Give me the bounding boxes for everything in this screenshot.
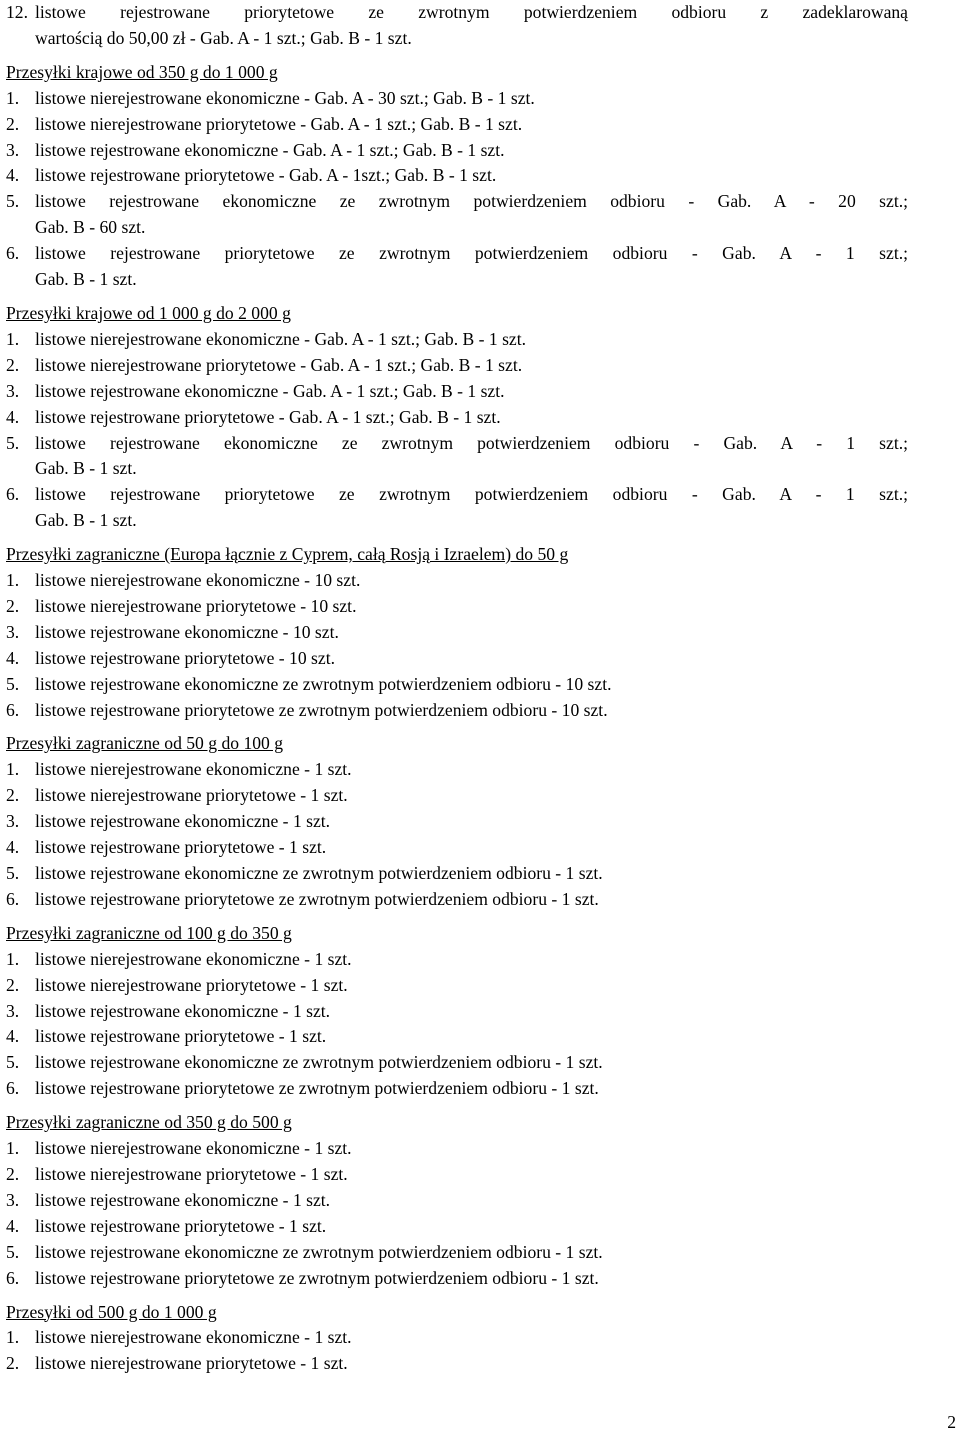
item-text-continuation: Gab. B - 60 szt. [35,217,146,238]
item-number: 5. [6,191,20,212]
item-number: 3. [6,811,20,832]
item-number: 2. [6,1163,20,1184]
list-item [6,783,908,809]
item-number: 1. [6,1327,20,1348]
item-number: 3. [6,139,20,160]
item-text: listowe nierejestrowane ekonomiczne - 1 szt. [35,948,352,969]
list-item [6,1076,908,1102]
item-text: listowe nierejestrowane ekonomiczne - Gab. A - 30 szt.; Gab. B - 1 szt. [35,87,535,108]
list-item [6,698,908,724]
list-item [6,757,908,783]
item-text: listowe rejestrowane ekonomiczne - 1 szt. [35,1189,331,1210]
list-item [6,1214,908,1240]
section [6,60,908,293]
sections-container [6,60,908,1377]
item-number: 3. [6,1189,20,1210]
list-item [6,809,908,835]
item-number: 4. [6,1215,20,1236]
list-item [6,1024,908,1050]
item-number: 2. [6,113,20,134]
item-number: 6. [6,1267,20,1288]
item-text: listowe rejestrowane ekonomiczne - Gab. A - 1 szt.; Gab. B - 1 szt. [35,139,505,160]
item-text: listowe rejestrowane priorytetowe - Gab. A - 1szt.; Gab. B - 1 szt. [35,165,497,186]
item-text: listowe nierejestrowane priorytetowe - 1 szt. [35,785,348,806]
item-text: listowe nierejestrowane priorytetowe - 1 szt. [35,1353,348,1374]
item-text: listowe rejestrowane ekonomiczne - 10 szt. [35,621,339,642]
section-heading: Przesyłki zagraniczne od 50 g do 100 g [6,733,284,754]
list-item [6,0,908,26]
item-text: listowe rejestrowane priorytetowe ze zwrotnym potwierdzeniem odbioru - 1 szt. [35,1078,599,1099]
item-text: listowe rejestrowane priorytetowe - 1 szt. [35,837,327,858]
list-item [6,1050,908,1076]
section-heading: Przesyłki zagraniczne od 350 g do 500 g [6,1112,292,1133]
section-heading: Przesyłki od 500 g do 1 000 g [6,1301,217,1322]
section [6,1300,908,1378]
section [6,301,908,534]
item-number: 6. [6,243,20,264]
item-text-continuation: Gab. B - 1 szt. [35,269,137,290]
item-number: 4. [6,406,20,427]
item-text: listowe rejestrowane priorytetowe ze zwrotnym potwierdzeniem odbioru - 10 szt. [35,699,608,720]
item-text: listowe rejestrowane priorytetowe - Gab. A - 1 szt.; Gab. B - 1 szt. [35,406,501,427]
list-item [6,887,908,913]
item-number: 6. [6,1078,20,1099]
item-text: listowe rejestrowane ekonomiczne ze zwrotnym potwierdzeniem odbioru - 1 szt. [35,863,603,883]
item-number: 1. [6,1138,20,1159]
item-text: listowe nierejestrowane priorytetowe - 10 szt. [35,595,357,616]
item-text: listowe rejestrowane ekonomiczne ze zwrotnym potwierdzeniem odbioru - Gab. A - 20 szt.; [35,191,908,212]
section-heading: Przesyłki krajowe od 350 g do 1 000 g [6,61,278,82]
list-item [6,189,908,215]
list-item [6,1188,908,1214]
section [6,731,908,912]
item-text: listowe rejestrowane priorytetowe ze zwrotnym potwierdzeniem odbioru - 1 szt. [35,888,599,909]
section-heading: Przesyłki zagraniczne (Europa łącznie z Cyprem, całą Rosją i Izraelem) do 50 g [6,544,569,565]
section-heading: Przesyłki krajowe od 1 000 g do 2 000 g [6,302,291,323]
item-number: 3. [6,621,20,642]
item-number: 12. [6,2,28,22]
list-item [6,405,908,431]
item-number: 2. [6,974,20,995]
item-text-continuation: Gab. B - 1 szt. [35,510,137,531]
list-item [6,379,908,405]
item-text: listowe rejestrowane priorytetowe ze zwrotnym potwierdzeniem odbioru - 1 szt. [35,1267,599,1288]
item-text: listowe nierejestrowane priorytetowe - Gab. A - 1 szt.; Gab. B - 1 szt. [35,354,523,375]
item-number: 5. [6,863,20,883]
item-text-continuation: wartością do 50,00 zł - Gab. A - 1 szt.; Gab. B - 1 szt. [35,27,412,48]
page-number: 2 [947,1412,956,1433]
item-number: 2. [6,785,20,806]
item-number: 2. [6,354,20,375]
list-item [6,1351,908,1377]
item-text: listowe nierejestrowane ekonomiczne - 10 szt. [35,570,361,591]
list-item [6,861,908,887]
item-number: 1. [6,87,20,108]
list-item [6,973,908,999]
item-number: 3. [6,380,20,401]
item-text: listowe nierejestrowane priorytetowe - Gab. A - 1 szt.; Gab. B - 1 szt. [35,113,523,134]
item-text: listowe nierejestrowane priorytetowe - 1 szt. [35,974,348,995]
item-text: listowe rejestrowane priorytetowe ze zwrotnym potwierdzeniem odbioru - Gab. A - 1 szt.; [35,243,908,264]
item-text: listowe rejestrowane ekonomiczne ze zwrotnym potwierdzeniem odbioru - 1 szt. [35,1052,603,1073]
item-text: listowe rejestrowane priorytetowe ze zwrotnym potwierdzeniem odbioru z zadeklarowaną [35,2,908,22]
list-item [6,620,908,646]
list-item [6,646,908,672]
list-item [6,482,908,508]
list-item [6,1136,908,1162]
item-text: listowe nierejestrowane priorytetowe - 1 szt. [35,1163,348,1184]
section [6,921,908,1102]
item-text: listowe nierejestrowane ekonomiczne - 1 szt. [35,1138,352,1159]
list-item [6,1266,908,1292]
item-number: 2. [6,1353,20,1374]
item-number: 1. [6,759,20,780]
item-text: listowe rejestrowane ekonomiczne - 1 szt. [35,811,331,832]
item-number: 5. [6,673,20,694]
list-item [6,568,908,594]
item-number: 5. [6,1241,20,1262]
list-item [6,672,908,698]
item-text: listowe rejestrowane ekonomiczne ze zwrotnym potwierdzeniem odbioru - 1 szt. [35,1241,603,1262]
item-number: 4. [6,837,20,858]
item-text: listowe rejestrowane ekonomiczne - 1 szt. [35,1000,331,1021]
item-number: 2. [6,595,20,616]
list-item [6,1240,908,1266]
list-item [6,1162,908,1188]
item-number: 4. [6,165,20,186]
item-text: listowe nierejestrowane ekonomiczne - Gab. A - 1 szt.; Gab. B - 1 szt. [35,328,527,349]
item-text-continuation: Gab. B - 1 szt. [35,458,137,479]
item-number: 6. [6,888,20,909]
item-text: listowe rejestrowane priorytetowe - 10 szt. [35,647,335,668]
list-item [6,86,908,112]
item-text: listowe rejestrowane priorytetowe - 1 szt. [35,1215,327,1236]
list-item [6,947,908,973]
list-item [6,163,908,189]
item-number: 1. [6,328,20,349]
item-text: listowe rejestrowane priorytetowe ze zwrotnym potwierdzeniem odbioru - Gab. A - 1 szt.; [35,484,908,505]
intro-block [6,0,908,52]
item-number: 1. [6,948,20,969]
item-number: 6. [6,699,20,720]
list-item [6,835,908,861]
item-text: listowe nierejestrowane ekonomiczne - 1 szt. [35,1327,352,1348]
list-item [6,594,908,620]
list-item [6,431,908,457]
list-item [6,112,908,138]
item-text: listowe rejestrowane ekonomiczne ze zwrotnym potwierdzeniem odbioru - 10 szt. [35,673,612,694]
section-heading: Przesyłki zagraniczne od 100 g do 350 g [6,922,292,943]
item-text: listowe rejestrowane ekonomiczne ze zwrotnym potwierdzeniem odbioru - Gab. A - 1 szt.; [35,432,908,453]
list-item [6,327,908,353]
list-item [6,999,908,1025]
list-item [6,353,908,379]
section [6,542,908,723]
section [6,1110,908,1291]
list-item [6,1325,908,1351]
item-text: listowe nierejestrowane ekonomiczne - 1 szt. [35,759,352,780]
item-number: 5. [6,432,20,453]
item-number: 5. [6,1052,20,1073]
item-number: 1. [6,570,20,591]
item-number: 6. [6,484,20,505]
list-item [6,241,908,267]
item-number: 3. [6,1000,20,1021]
item-text: listowe rejestrowane priorytetowe - 1 szt. [35,1026,327,1047]
document-page [6,0,908,1377]
list-item [6,138,908,164]
item-number: 4. [6,647,20,668]
item-number: 4. [6,1026,20,1047]
item-text: listowe rejestrowane ekonomiczne - Gab. A - 1 szt.; Gab. B - 1 szt. [35,380,505,401]
